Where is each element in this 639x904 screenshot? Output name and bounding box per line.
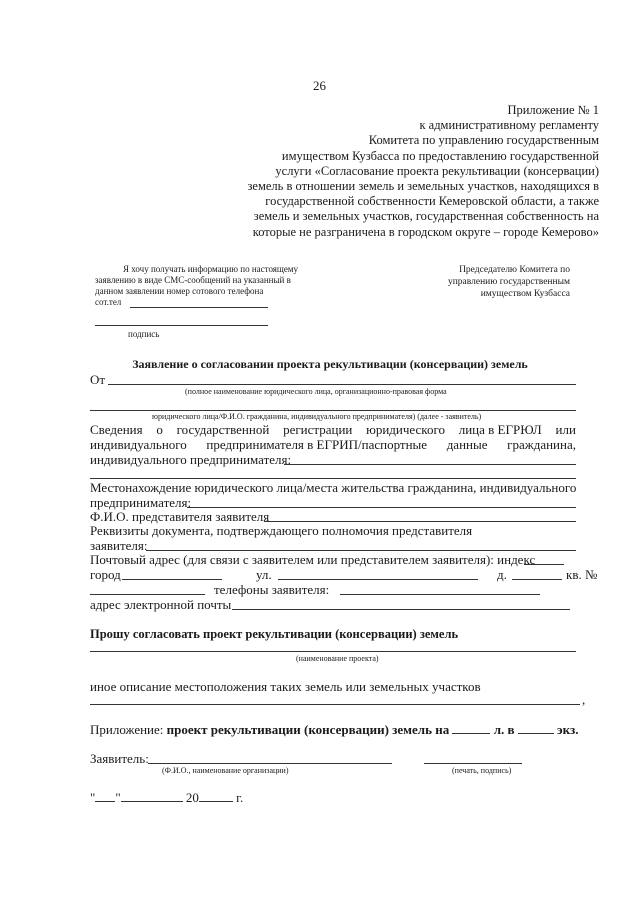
from-label: От <box>90 372 106 387</box>
page-number: 26 <box>313 78 326 93</box>
apt-label: кв. № <box>566 567 598 582</box>
other-location-input-line[interactable] <box>90 704 580 705</box>
registry-word: регистрации <box>283 422 353 437</box>
date-row <box>90 790 243 805</box>
sms-note-line: заявлению в виде СМС-сообщений на указанный в <box>95 275 291 285</box>
phones-input-line[interactable] <box>340 594 540 595</box>
attachment-row <box>90 722 578 737</box>
addressee-line: имуществом Кузбасса <box>480 289 570 299</box>
other-location-comma: , <box>582 692 586 707</box>
addressee-line: Председателю Комитета по <box>459 265 570 275</box>
addressee-block <box>420 264 570 300</box>
date-quote-close: " <box>115 790 121 805</box>
location-line-2: предпринимателя: <box>90 495 192 510</box>
project-hint: (наименование проекта) <box>296 654 379 663</box>
attachment-label: Приложение: <box>90 722 164 737</box>
date-day-input[interactable] <box>95 791 115 802</box>
appendix-line: Приложение № 1 <box>507 103 599 117</box>
location-input-line[interactable] <box>187 507 576 508</box>
registry-word: данные <box>446 437 488 452</box>
applicant-input-line[interactable] <box>148 763 392 764</box>
date-year-input[interactable] <box>199 791 233 802</box>
stamp-signature-line[interactable] <box>424 763 522 764</box>
sms-note <box>95 264 315 308</box>
phones-label: телефоны заявителя: <box>214 582 330 597</box>
registry-word: о <box>156 422 163 437</box>
attachment-copies-input[interactable] <box>518 723 554 734</box>
representative-fio-input-line[interactable] <box>264 521 576 522</box>
appendix-line: государственной собственности Кемеровской области, а также <box>265 194 599 209</box>
city-input-line[interactable] <box>122 579 222 580</box>
email-input-line[interactable] <box>232 609 570 610</box>
representative-fio-label: Ф.И.О. представителя заявителя <box>90 509 270 524</box>
stamp-hint: (печать, подпись) <box>452 766 512 775</box>
registry-word: индивидуального <box>90 437 187 452</box>
from-hint-2: юридического лица/Ф.И.О. гражданина, индивидуального предпринимателя) (далее - заявитель) <box>152 412 482 421</box>
document-line-2: заявителя: <box>90 538 148 553</box>
form-title: Заявление о согласовании проекта рекультивации (консервации) земель <box>132 357 528 371</box>
street-label: ул. <box>256 567 272 582</box>
date-quote-open: " <box>90 790 96 805</box>
registry-word: лица в ЕГРЮЛ <box>458 422 542 437</box>
sms-note-line: данном заявлении номер сотового телефона <box>95 286 264 296</box>
registry-word: гражданина, <box>507 437 576 452</box>
date-year-prefix: 20 <box>185 790 199 805</box>
date-month-input[interactable] <box>121 791 183 802</box>
house-input-line[interactable] <box>512 579 562 580</box>
appendix-line: которые не разграничена в городском округе – городе Кемерово» <box>252 224 599 239</box>
from-hint-1: (полное наименование юридического лица, организационно-правовая форма <box>185 387 447 396</box>
request-text: Прошу согласовать проект рекультивации (консервации) земель <box>90 627 459 641</box>
addressee-line: управлению государственным <box>447 277 570 287</box>
document-input-line[interactable] <box>146 550 576 551</box>
location-line-1: Местонахождение юридического лица/места жительства гражданина, индивидуального <box>90 480 577 495</box>
registry-line-2 <box>90 437 576 452</box>
attachment-text-1: проект рекультивации (консервации) земель на <box>166 722 450 737</box>
attachment-text-3: экз. <box>557 722 579 737</box>
applicant-label: Заявитель: <box>90 751 149 766</box>
from-input-line-2[interactable] <box>90 410 576 411</box>
appendix-line: имуществом Кузбасса по предоставлению государственной <box>281 148 599 163</box>
sms-note-line: Я хочу получать информацию по настоящему <box>123 264 299 274</box>
street-input-line[interactable] <box>278 579 478 580</box>
applicant-hint: (Ф.И.О., наименование организации) <box>162 766 289 775</box>
postal-index-input-line[interactable] <box>524 564 564 565</box>
sms-note-line: сот.тел <box>95 297 122 307</box>
email-label: адрес электронной почты <box>90 597 232 612</box>
sms-signature-line <box>95 325 268 326</box>
other-location-label: иное описание местоположения таких земель или земельных участков <box>90 679 481 694</box>
registry-word: Сведения <box>90 422 143 437</box>
sms-phone-line <box>130 307 268 308</box>
registry-line-3: индивидуального предпринимателя: <box>90 452 292 467</box>
appendix-block <box>239 103 599 240</box>
registry-input-line-2[interactable] <box>90 478 576 479</box>
attachment-text-2: л. в <box>493 722 515 737</box>
appendix-line: земель в отношении земель и земельных участков, находящихся в <box>247 179 599 194</box>
registry-word: юридического <box>366 422 445 437</box>
sms-signature-label: подпись <box>128 329 160 339</box>
appendix-line: к административному регламенту <box>419 118 599 133</box>
registry-input-line[interactable] <box>284 464 576 465</box>
registry-line-1 <box>90 422 576 437</box>
appendix-line: услуги «Согласование проекта рекультивации (консервации) <box>275 163 599 178</box>
document-line-1: Реквизиты документа, подтверждающего полномочия представителя <box>90 523 473 538</box>
city-label: город <box>90 567 121 582</box>
registry-word: предпринимателя в ЕГРИП/паспортные <box>206 437 428 452</box>
registry-word: или <box>555 422 576 437</box>
date-suffix: г. <box>236 790 244 805</box>
postal-address-label: Почтовый адрес (для связи с заявителем или представителем заявителя): индекс <box>90 552 536 567</box>
apt-input-line[interactable] <box>90 594 205 595</box>
from-input-line[interactable] <box>108 384 576 385</box>
registry-word: государственной <box>176 422 270 437</box>
appendix-line: земель и земельных участков, государственная собственность на <box>253 209 599 224</box>
project-name-input-line[interactable] <box>90 651 576 652</box>
appendix-line: Комитета по управлению государственным <box>368 133 599 148</box>
house-label: д. <box>497 567 507 582</box>
attachment-pages-input[interactable] <box>452 723 490 734</box>
